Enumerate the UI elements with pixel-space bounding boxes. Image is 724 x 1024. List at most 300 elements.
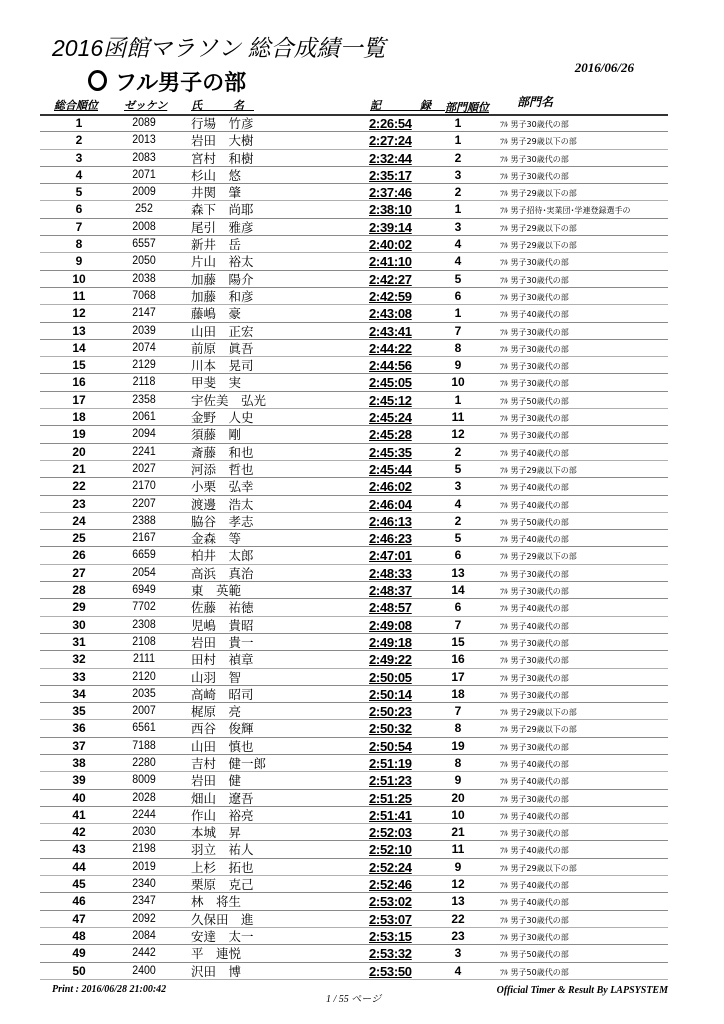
division-rank: 19 (451, 738, 465, 753)
runner-name: 山田 慎也 (191, 738, 254, 754)
runner-name: 本城 昇 (191, 825, 242, 841)
division-rank: 4 (454, 496, 462, 511)
division-rank: 5 (454, 461, 462, 476)
runner-name: 前原 眞吾 (191, 340, 254, 356)
runner-name: 高崎 昭司 (191, 686, 254, 702)
overall-rank: 49 (72, 946, 86, 961)
division-rank: 10 (451, 375, 465, 390)
division-rank: 1 (454, 392, 462, 407)
division-rank: 3 (454, 219, 462, 234)
overall-rank: 50 (72, 963, 86, 978)
division-name: ﾌﾙ 男子40歳代の部 (500, 759, 569, 769)
print-timestamp: Print : 2016/06/28 21:00:42 (52, 984, 167, 995)
division-name: ﾌﾙ 男子30歳代の部 (500, 569, 569, 579)
bib-number: 2442 (132, 947, 156, 960)
division-name: ﾌﾙ 男子30歳代の部 (500, 344, 569, 354)
bib-number: 2129 (132, 359, 156, 372)
bib-number: 2094 (132, 428, 156, 441)
division-rank: 12 (451, 877, 465, 892)
table-row (40, 323, 668, 340)
bib-number: 2089 (132, 117, 156, 129)
bib-number: 2308 (132, 618, 156, 631)
runner-name: 加藤 和彦 (191, 288, 254, 304)
runner-name: 脇谷 孝志 (191, 513, 254, 529)
division-rank: 11 (451, 410, 465, 425)
division-name: ﾌﾙ 男子招待･実業団･学連登録選手の (500, 206, 631, 216)
bib-number: 2019 (132, 860, 156, 873)
finish-time: 2:48:57 (369, 600, 412, 616)
finish-time: 2:42:59 (369, 288, 412, 304)
bib-number: 2061 (132, 411, 156, 424)
division-rank: 1 (454, 306, 462, 321)
division-name: ﾌﾙ 男子40歳代の部 (500, 310, 569, 320)
division-name: ﾌﾙ 男子40歳代の部 (500, 448, 569, 458)
runner-name: 森下 尚耶 (191, 202, 254, 218)
runner-name: 河添 哲也 (191, 461, 254, 477)
division-name: ﾌﾙ 男子29歳以下の部 (500, 137, 577, 147)
division-name: ﾌﾙ 男子30歳代の部 (500, 932, 569, 942)
division-name: ﾌﾙ 男子30歳代の部 (500, 154, 569, 164)
bib-number: 2028 (132, 791, 156, 804)
division-name: ﾌﾙ 男子30歳代の部 (500, 638, 569, 648)
finish-time: 2:44:56 (369, 358, 412, 374)
bib-number: 2280 (132, 756, 156, 769)
overall-rank: 4 (75, 167, 83, 182)
overall-rank: 2 (75, 133, 83, 148)
table-row (40, 392, 668, 409)
runner-name: 尾引 雅彦 (191, 219, 254, 235)
column-header-division-name: 部門名 (517, 95, 554, 109)
table-row (40, 201, 668, 218)
overall-rank: 9 (75, 254, 83, 269)
division-rank: 12 (451, 427, 465, 442)
overall-rank: 32 (72, 652, 86, 667)
division-rank: 17 (451, 669, 465, 684)
bib-number: 2054 (132, 566, 156, 579)
overall-rank: 15 (72, 358, 86, 373)
division-rank: 2 (454, 150, 462, 165)
division-rank: 9 (454, 773, 462, 788)
division-rank: 21 (451, 825, 465, 840)
runner-name: 田村 禎章 (191, 652, 254, 668)
overall-rank: 10 (72, 271, 86, 286)
overall-rank: 21 (72, 461, 86, 476)
finish-time: 2:46:02 (369, 479, 412, 495)
division-rank: 10 (451, 807, 465, 822)
table-row (40, 755, 668, 772)
table-row (40, 859, 668, 876)
division-name: ﾌﾙ 男子40歳代の部 (500, 811, 569, 821)
runner-name: 新井 岳 (191, 237, 242, 253)
division-name: ﾌﾙ 男子29歳以下の部 (500, 708, 577, 718)
overall-rank: 48 (72, 928, 86, 943)
finish-time: 2:50:23 (369, 704, 412, 720)
runner-name: 宮村 和樹 (191, 150, 254, 166)
finish-time: 2:53:02 (369, 894, 412, 910)
table-row (40, 357, 668, 374)
table-row (40, 288, 668, 305)
division-name: ﾌﾙ 男子30歳代の部 (500, 362, 569, 372)
runner-name: 児嶋 貴昭 (191, 617, 254, 633)
race-date: 2016/06/26 (574, 60, 634, 75)
runner-name: 林 将生 (191, 894, 242, 910)
division-name: ﾌﾙ 男子50歳代の部 (500, 396, 569, 406)
finish-time: 2:49:08 (369, 617, 412, 633)
table-row (40, 132, 668, 149)
bib-number: 2038 (132, 272, 156, 285)
division-name: ﾌﾙ 男子30歳代の部 (500, 120, 569, 129)
overall-rank: 6 (75, 202, 83, 217)
bib-number: 2008 (132, 220, 156, 233)
overall-rank: 5 (75, 185, 83, 200)
runner-name: 畑山 遼吾 (191, 790, 254, 806)
bib-number: 2244 (132, 808, 156, 821)
division-name: ﾌﾙ 男子40歳代の部 (500, 483, 569, 493)
runner-name: 岩田 健 (191, 773, 242, 789)
division-name: ﾌﾙ 男子30歳代の部 (500, 327, 569, 337)
runner-name: 作山 裕亮 (191, 807, 254, 823)
runner-name: 羽立 祐人 (191, 842, 254, 858)
division-rank: 5 (454, 531, 462, 546)
division-rank: 9 (454, 358, 462, 373)
division-name: ﾌﾙ 男子30歳代の部 (500, 690, 569, 700)
overall-rank: 35 (72, 704, 86, 719)
finish-time: 2:40:02 (369, 237, 412, 253)
bib-number: 2198 (132, 843, 156, 856)
runner-name: 山田 正宏 (191, 323, 254, 339)
column-header-name: 氏 名 (191, 100, 254, 112)
overall-rank: 43 (72, 842, 86, 857)
finish-time: 2:38:10 (369, 202, 412, 218)
bib-number: 2388 (132, 514, 156, 527)
division-rank: 2 (454, 513, 462, 528)
runner-name: 須藤 剛 (191, 427, 242, 443)
overall-rank: 39 (72, 773, 86, 788)
table-row (40, 720, 668, 737)
table-row (40, 911, 668, 928)
runner-name: 井関 肇 (191, 185, 242, 201)
overall-rank: 19 (72, 427, 86, 442)
runner-name: 斎藤 和也 (191, 444, 254, 460)
division-rank: 5 (454, 271, 462, 286)
table-row (40, 219, 668, 236)
overall-rank: 29 (72, 600, 86, 615)
runner-name: 柏井 太郎 (191, 548, 254, 564)
runner-name: 山羽 智 (191, 669, 242, 685)
finish-time: 2:39:14 (369, 219, 412, 235)
division-name: ﾌﾙ 男子40歳代の部 (500, 535, 569, 545)
division-rank: 15 (451, 634, 465, 649)
division-name: ﾌﾙ 男子30歳代の部 (500, 794, 569, 804)
table-row (40, 444, 668, 461)
division-name: ﾌﾙ 男子30歳代の部 (500, 829, 569, 839)
table-row (40, 582, 668, 599)
division-name: ﾌﾙ 男子30歳代の部 (500, 379, 569, 389)
overall-rank: 22 (72, 479, 86, 494)
bib-number: 2092 (132, 912, 156, 925)
table-row (40, 461, 668, 478)
bib-number: 7068 (132, 289, 156, 302)
division-name: ﾌﾙ 男子29歳以下の部 (500, 552, 577, 562)
runner-name: 西谷 俊輝 (191, 721, 254, 737)
division-rank: 1 (454, 133, 462, 148)
overall-rank: 38 (72, 755, 86, 770)
table-row (40, 150, 668, 167)
finish-time: 2:43:08 (369, 306, 412, 322)
division-rank: 6 (454, 288, 462, 303)
results-table (40, 115, 668, 980)
table-row (40, 651, 668, 668)
document-title: 2016函館マラソン 総合成績一覧 (52, 35, 386, 61)
bib-number: 2009 (132, 186, 156, 199)
finish-time: 2:52:46 (369, 877, 412, 893)
bib-number: 2074 (132, 341, 156, 354)
finish-time: 2:49:22 (369, 652, 412, 668)
bib-number: 6561 (132, 722, 156, 735)
overall-rank: 23 (72, 496, 86, 511)
finish-time: 2:50:05 (369, 669, 412, 685)
division-rank: 14 (451, 583, 465, 598)
table-row (40, 496, 668, 513)
table-row (40, 928, 668, 945)
division-rank: 2 (454, 185, 462, 200)
finish-time: 2:46:23 (369, 531, 412, 547)
table-row (40, 893, 668, 910)
division-rank: 4 (454, 963, 462, 978)
division-name: ﾌﾙ 男子29歳以下の部 (500, 725, 577, 735)
bib-number: 2084 (132, 929, 156, 942)
section-title-label: フル男子の部 (115, 71, 247, 96)
division-rank: 8 (454, 721, 462, 736)
runner-name: 東 英範 (191, 583, 242, 599)
runner-name: 佐藤 祐徳 (191, 600, 254, 616)
division-rank: 13 (451, 894, 465, 909)
finish-time: 2:44:22 (369, 340, 412, 356)
division-rank: 3 (454, 167, 462, 182)
overall-rank: 1 (75, 116, 83, 130)
overall-rank: 8 (75, 237, 83, 252)
division-name: ﾌﾙ 男子50歳代の部 (500, 950, 569, 960)
division-name: ﾌﾙ 男子30歳代の部 (500, 258, 569, 268)
table-row (40, 253, 668, 270)
division-name: ﾌﾙ 男子29歳以下の部 (500, 465, 577, 475)
overall-rank: 13 (72, 323, 86, 338)
finish-time: 2:45:24 (369, 410, 412, 426)
table-row (40, 374, 668, 391)
division-rank: 6 (454, 548, 462, 563)
division-name: ﾌﾙ 男子30歳代の部 (500, 673, 569, 683)
overall-rank: 26 (72, 548, 86, 563)
division-rank: 7 (454, 704, 462, 719)
division-rank: 4 (454, 237, 462, 252)
runner-name: 小栗 弘幸 (191, 479, 254, 495)
table-row (40, 703, 668, 720)
division-name: ﾌﾙ 男子30歳代の部 (500, 414, 569, 424)
bib-number: 8009 (132, 774, 156, 787)
division-rank: 1 (454, 116, 462, 130)
table-row (40, 669, 668, 686)
division-name: ﾌﾙ 男子40歳代の部 (500, 898, 569, 908)
overall-rank: 27 (72, 565, 86, 580)
overall-rank: 47 (72, 911, 86, 926)
column-header-division-rank: 部門順位 (445, 102, 489, 114)
bib-number: 2400 (132, 964, 156, 977)
table-row (40, 513, 668, 530)
table-row (40, 824, 668, 841)
bib-number: 2108 (132, 635, 156, 648)
division-name: ﾌﾙ 男子29歳以下の部 (500, 241, 577, 251)
division-name: ﾌﾙ 男子30歳代の部 (500, 656, 569, 666)
bib-number: 2167 (132, 532, 156, 545)
bib-number: 2083 (132, 151, 156, 164)
finish-time: 2:45:12 (369, 392, 412, 408)
timer-credit: Official Timer & Result By LAPSYSTEM (496, 985, 668, 996)
division-rank: 8 (454, 340, 462, 355)
overall-rank: 12 (72, 306, 86, 321)
finish-time: 2:53:32 (369, 946, 412, 962)
finish-time: 2:51:25 (369, 790, 412, 806)
division-rank: 22 (451, 911, 465, 926)
bib-number: 2207 (132, 497, 156, 510)
division-rank: 3 (454, 479, 462, 494)
column-header-bib: ゼッケン (124, 100, 168, 112)
division-name: ﾌﾙ 男子30歳代の部 (500, 275, 569, 285)
runner-name: 杉山 悠 (191, 167, 242, 183)
bib-number: 2120 (132, 670, 156, 683)
bib-number: 2111 (133, 653, 155, 666)
runner-name: 平 連悦 (191, 946, 242, 962)
finish-time: 2:53:15 (369, 928, 412, 944)
table-row (40, 841, 668, 858)
runner-name: 藤嶋 豪 (191, 306, 242, 322)
page-indicator: 1 / 55 ページ (326, 994, 382, 1005)
division-rank: 7 (454, 323, 462, 338)
runner-name: 川本 晃司 (191, 358, 254, 374)
table-row (40, 478, 668, 495)
division-name: ﾌﾙ 男子40歳代の部 (500, 881, 569, 891)
runner-name: 吉村 健一郎 (191, 755, 267, 771)
table-row (40, 945, 668, 962)
finish-time: 2:47:01 (369, 548, 412, 564)
overall-rank: 33 (72, 669, 86, 684)
finish-time: 2:51:19 (369, 755, 412, 771)
division-rank: 4 (454, 254, 462, 269)
bib-number: 2118 (132, 376, 156, 389)
overall-rank: 34 (72, 686, 86, 701)
runner-name: 岩田 貴一 (191, 634, 254, 650)
runner-name: 高浜 真治 (191, 565, 254, 581)
finish-time: 2:32:44 (369, 150, 412, 166)
overall-rank: 16 (72, 375, 86, 390)
table-row (40, 807, 668, 824)
division-rank: 7 (454, 617, 462, 632)
overall-rank: 28 (72, 583, 86, 598)
overall-rank: 25 (72, 531, 86, 546)
runner-name: 沢田 博 (191, 963, 242, 979)
division-rank: 3 (454, 946, 462, 961)
division-rank: 16 (451, 652, 465, 667)
bib-number: 6949 (132, 584, 156, 597)
runner-name: 久保田 進 (191, 911, 254, 927)
runner-name: 行場 竹彦 (191, 116, 254, 131)
table-row (40, 409, 668, 426)
finish-time: 2:35:17 (369, 167, 412, 183)
finish-time: 2:43:41 (369, 323, 412, 339)
table-row (40, 547, 668, 564)
bib-number: 2039 (132, 324, 156, 337)
table-header (40, 92, 668, 116)
bib-number: 2050 (132, 255, 156, 268)
runner-name: 宇佐美 弘光 (191, 392, 267, 408)
table-row (40, 963, 668, 980)
runner-name: 安達 太一 (191, 928, 254, 944)
division-name: ﾌﾙ 男子50歳代の部 (500, 967, 569, 977)
overall-rank: 46 (72, 894, 86, 909)
bib-number: 2007 (132, 705, 156, 718)
overall-rank: 20 (72, 444, 86, 459)
table-row (40, 530, 668, 547)
division-name: ﾌﾙ 男子50歳代の部 (500, 517, 569, 527)
table-row (40, 686, 668, 703)
bib-number: 2035 (132, 687, 156, 700)
runner-name: 甲斐 実 (191, 375, 242, 391)
overall-rank: 42 (72, 825, 86, 840)
table-row (40, 634, 668, 651)
division-name: ﾌﾙ 男子30歳代の部 (500, 431, 569, 441)
overall-rank: 37 (72, 738, 86, 753)
bib-number: 2147 (132, 307, 156, 320)
table-row (40, 167, 668, 184)
division-name: ﾌﾙ 男子29歳以下の部 (500, 223, 577, 233)
finish-time: 2:53:50 (369, 963, 412, 979)
overall-rank: 3 (75, 150, 83, 165)
table-row (40, 184, 668, 201)
finish-time: 2:42:27 (369, 271, 412, 287)
division-rank: 9 (454, 859, 462, 874)
division-rank: 1 (454, 202, 462, 217)
division-rank: 6 (454, 600, 462, 615)
finish-time: 2:46:13 (369, 513, 412, 529)
division-name: ﾌﾙ 男子40歳代の部 (500, 621, 569, 631)
division-name: ﾌﾙ 男子30歳代の部 (500, 292, 569, 302)
table-row (40, 876, 668, 893)
bib-number: 2170 (132, 480, 156, 493)
table-row (40, 340, 668, 357)
runner-name: 上杉 拓也 (191, 859, 254, 875)
bib-number: 2071 (132, 168, 156, 181)
finish-time: 2:48:33 (369, 565, 412, 581)
division-name: ﾌﾙ 男子30歳代の部 (500, 915, 569, 925)
division-rank: 20 (451, 790, 465, 805)
bib-number: 2027 (132, 462, 156, 475)
finish-time: 2:41:10 (369, 254, 412, 270)
bib-number: 2347 (132, 895, 156, 908)
finish-time: 2:37:46 (369, 185, 412, 201)
finish-time: 2:50:32 (369, 721, 412, 737)
bib-number: 2358 (132, 393, 156, 406)
runner-name: 金野 人史 (191, 410, 254, 426)
table-row (40, 738, 668, 755)
finish-time: 2:50:54 (369, 738, 412, 754)
overall-rank: 18 (72, 410, 86, 425)
column-header-time: 記 録 (370, 100, 445, 112)
overall-rank: 31 (72, 634, 86, 649)
finish-time: 2:45:05 (369, 375, 412, 391)
table-row (40, 599, 668, 616)
overall-rank: 24 (72, 513, 86, 528)
table-row (40, 565, 668, 582)
finish-time: 2:49:18 (369, 634, 412, 650)
